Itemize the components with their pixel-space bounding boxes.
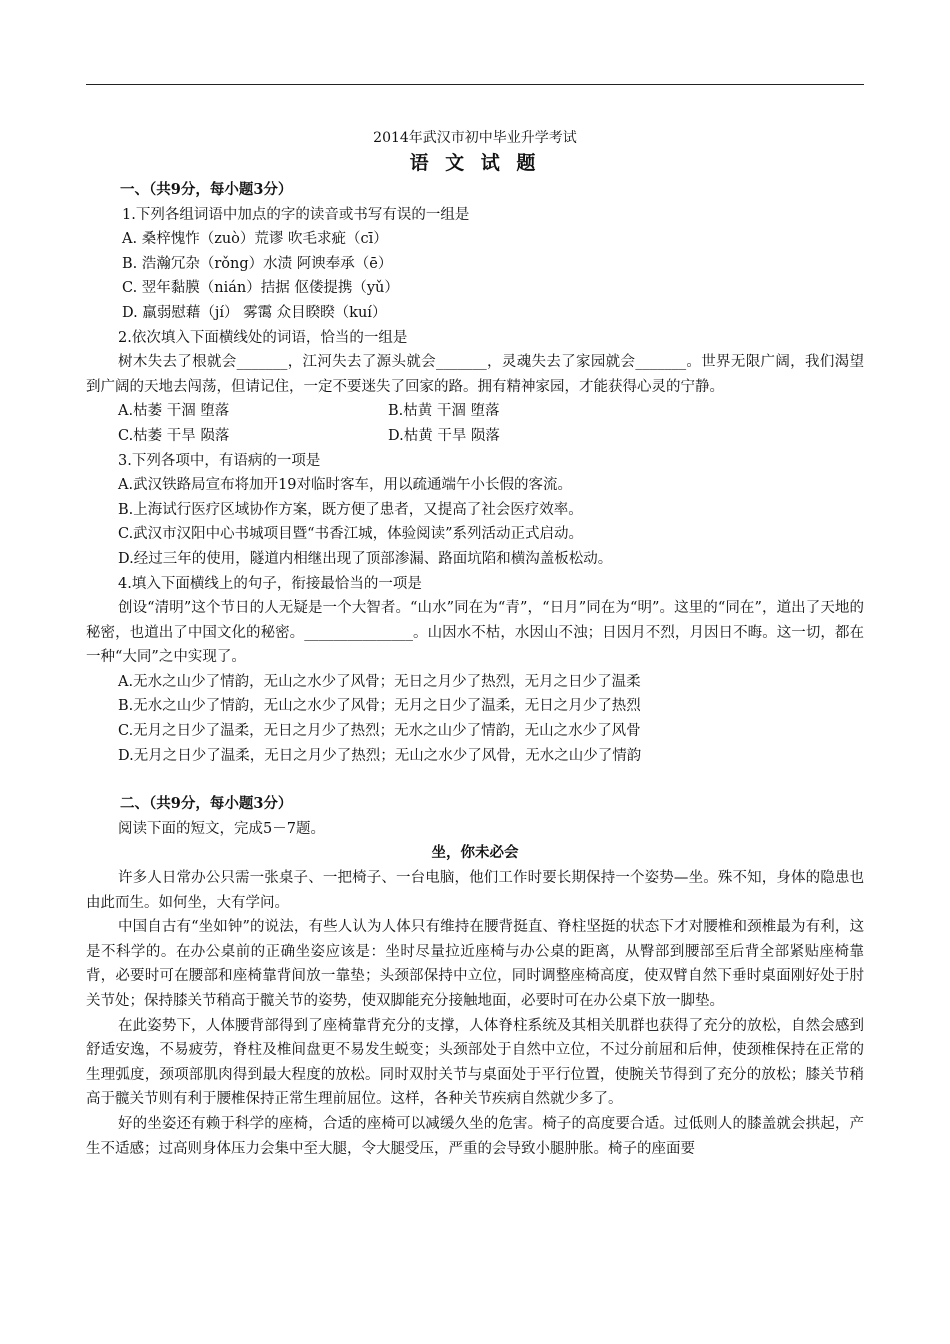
q1-option-c: C. 翌年黏膜（nián）拮据 伛偻提携（yǔ）: [122, 280, 399, 297]
q1-option-a: A. 桑梓愧怍（zuò）荒谬 吹毛求疵（cī）: [122, 231, 388, 248]
q2-options-row-2: [86, 424, 864, 449]
article-paragraph-2: 中国自古有“坐如钟”的说法，有些人认为人体只有维持在腰背挺直、脊柱坚挺的状态下才对腰椎和颈椎最为有利，这是不科学的。在办公桌前的正确坐姿应该是：坐时尽量拉近座椅与办公桌的距离，从臀部到腰部至后背全部紧贴座椅靠背，必要时可在腰部和座椅靠背间放一靠垫；头颈部保持中立位，同时调整座椅高度，使双臂自然下垂时桌面刚好处于肘关节处；保持膝关节稍高于髋关节的姿势，使双脚能充分接触地面，必要时可在办公桌下放一脚垫。: [86, 919, 864, 1009]
q4-option-a: A.无水之山少了情韵，无山之水少了风骨；无日之月少了热烈，无月之日少了温柔: [118, 673, 641, 690]
article-title: 坐，你未必会: [431, 844, 519, 862]
q4-option-c: C.无月之日少了温柔，无日之月少了热烈；无水之山少了情韵，无山之水少了风骨: [118, 723, 641, 740]
q4-option-d: D.无月之日少了温柔，无日之月少了热烈；无山之水少了风骨，无水之山少了情韵: [118, 747, 642, 764]
exam-subtitle: 2014年武汉市初中毕业升学考试: [373, 130, 577, 146]
q2-options-row-1: [86, 399, 864, 424]
section-2-intro: 阅读下面的短文，完成5－7题。: [118, 820, 325, 837]
q3-option-d: D.经过三年的使用，隧道内相继出现了顶部渗漏、路面坑陷和横沟盖板松动。: [118, 550, 613, 567]
q3-option-c: C.武汉市汉阳中心书城项目暨“书香江城，体验阅读”系列活动正式启动。: [118, 526, 584, 543]
question-2-stem: 2.依次填入下面横线处的词语，恰当的一组是: [118, 329, 408, 346]
q2-option-b: B.枯黄 干涸 堕落: [388, 403, 500, 420]
q2-option-c: C.枯萎 干旱 陨落: [118, 427, 230, 444]
article-paragraph-1: 许多人日常办公只需一张桌子、一把椅子、一台电脑，他们工作时要长期保持一个姿势—坐。殊不知，身体的隐患也由此而生。如何坐，大有学问。: [86, 870, 864, 911]
question-4-passage: 创设“清明”这个节日的人无疑是一个大智者。“山水”同在为“青”，“日月”同在为“明”。这里的“同在”，道出了天地的秘密，也道出了中国文化的秘密。_______________。山因水不枯，水因山不浊；日因月不烈，月因日不晦。这一切，都在一种“大同”之中实现了。: [86, 600, 864, 666]
article-paragraph-3: 在此姿势下，人体腰背部得到了座椅靠背充分的支撑，人体脊柱系统及其相关肌群也获得了充分的放松，自然会感到舒适安逸，不易疲劳，脊柱及椎间盘更不易发生蜕变；头颈部处于自然中立位，不过分前屈和后伸，使颈椎保持在正常的生理弧度，颈项部肌肉得到最大程度的放松。同时双肘关节与桌面处于平行位置，使腕关节得到了充分的放松；膝关节稍高于髋关节则有利于腰椎保持正常生理前屈位。这样，各种关节疾病自然就少多了。: [86, 1017, 864, 1108]
q1-option-d: D. 羸弱慰藉（jí） 雾霭 众目睽睽（kuí）: [122, 304, 387, 321]
article-paragraph-4: 好的坐姿还有赖于科学的座椅，合适的座椅可以减缓久坐的危害。椅子的高度要合适。过低则人的膝盖就会拱起，产生不适感；过高则身体压力会集中至大腿，令大腿受压，严重的会导致小腿肿胀。椅子的座面要: [86, 1115, 864, 1157]
section-2-heading: 二、（共9分，每小题3分）: [120, 795, 293, 813]
question-4-stem: 4.填入下面横线上的句子，衔接最恰当的一项是: [118, 575, 422, 592]
question-1-stem: 1.下列各组词语中加点的字的读音或书写有误的一组是: [122, 206, 470, 223]
q3-option-a: A.武汉铁路局宣布将加开19对临时客车，用以疏通端午小长假的客流。: [118, 477, 573, 494]
q4-option-b: B.无水之山少了情韵，无山之水少了风骨；无月之日少了温柔，无日之月少了热烈: [118, 698, 641, 715]
question-2-passage: 树木失去了根就会_______，江河失去了源头就会_______，灵魂失去了家园就会_______。世界无限广阔，我们渴望到广阔的天地去闯荡，但请记住，一定不要迷失了回家的路。拥有精神家园，才能获得心灵的宁静。: [86, 354, 864, 395]
q2-option-d: D.枯黄 干旱 陨落: [388, 427, 500, 444]
q3-option-b: B.上海试行医疗区域协作方案，既方便了患者，又提高了社会医疗效率。: [118, 501, 583, 518]
exam-title: 语 文 试 题: [409, 152, 541, 174]
question-3-stem: 3.下列各项中，有语病的一项是: [118, 452, 321, 469]
section-gap: [86, 768, 864, 792]
q2-option-a: A.枯萎 干涸 堕落: [118, 403, 230, 420]
q1-option-b: B. 浩瀚冗杂（rǒng）水渍 阿谀奉承（ē）: [122, 255, 393, 272]
header-rule: [86, 84, 864, 85]
section-1-heading: 一、（共9分，每小题3分）: [120, 181, 293, 198]
document-page: [86, 120, 864, 1161]
